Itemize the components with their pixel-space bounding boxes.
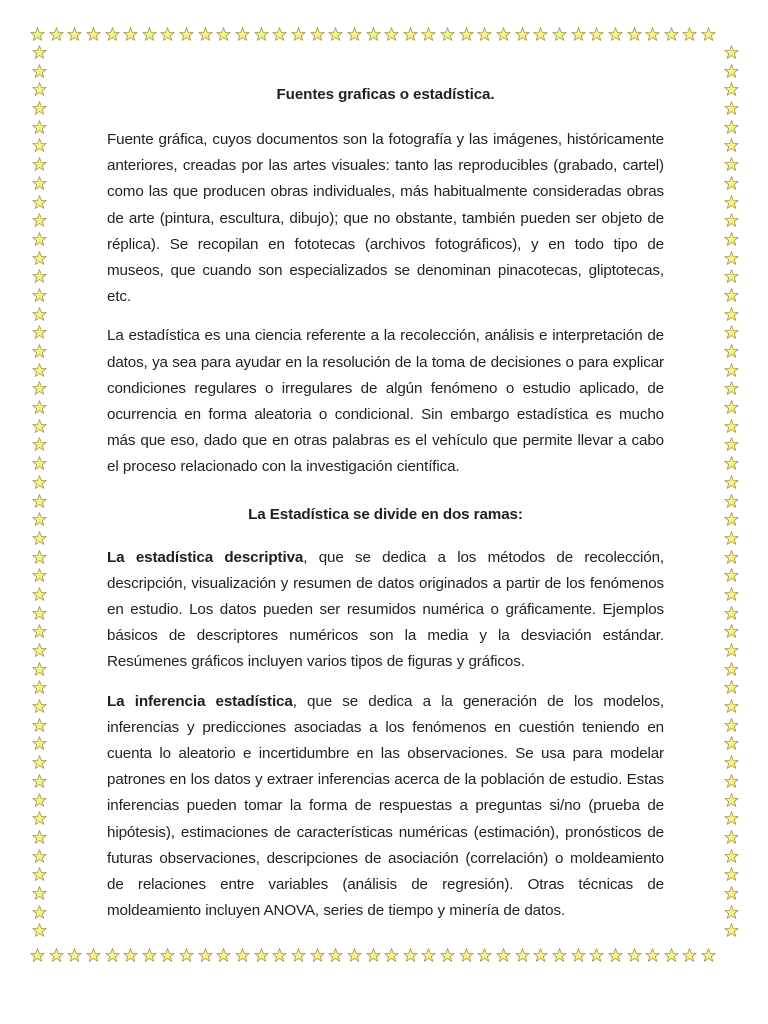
star-icon — [724, 531, 739, 546]
star-icon — [724, 325, 739, 340]
star-icon — [30, 27, 45, 42]
star-icon — [291, 27, 306, 42]
star-icon — [30, 948, 45, 963]
star-icon — [160, 27, 175, 42]
page-border-left — [30, 45, 48, 950]
star-icon — [235, 27, 250, 42]
star-icon — [366, 27, 381, 42]
star-icon — [724, 811, 739, 826]
star-icon — [32, 344, 47, 359]
paragraph-inferencia-estadistica — [107, 689, 664, 925]
star-icon — [384, 948, 399, 963]
star-icon — [724, 213, 739, 228]
star-icon — [32, 923, 47, 938]
star-icon — [254, 27, 269, 42]
star-icon — [724, 101, 739, 116]
star-icon — [32, 849, 47, 864]
star-icon — [571, 27, 586, 42]
star-icon — [291, 948, 306, 963]
star-icon — [32, 437, 47, 452]
star-icon — [682, 27, 697, 42]
star-icon — [32, 531, 47, 546]
star-icon — [724, 830, 739, 845]
star-icon — [496, 948, 511, 963]
star-icon — [310, 948, 325, 963]
star-icon — [49, 27, 64, 42]
star-icon — [179, 27, 194, 42]
star-icon — [515, 27, 530, 42]
page-border-top — [30, 27, 740, 45]
star-icon — [142, 948, 157, 963]
star-icon — [724, 680, 739, 695]
star-icon — [32, 905, 47, 920]
star-icon — [32, 568, 47, 583]
star-icon — [627, 948, 642, 963]
star-icon — [496, 27, 511, 42]
star-icon — [32, 774, 47, 789]
star-icon — [724, 363, 739, 378]
star-icon — [32, 662, 47, 677]
star-icon — [32, 157, 47, 172]
star-icon — [589, 948, 604, 963]
star-icon — [724, 269, 739, 284]
star-icon — [724, 176, 739, 191]
star-icon — [724, 419, 739, 434]
star-icon — [724, 849, 739, 864]
star-icon — [724, 120, 739, 135]
star-icon — [682, 948, 697, 963]
star-icon — [32, 494, 47, 509]
star-icon — [440, 27, 455, 42]
star-icon — [724, 456, 739, 471]
star-icon — [123, 948, 138, 963]
star-icon — [328, 27, 343, 42]
star-icon — [160, 948, 175, 963]
page-title: Fuentes graficas o estadística. — [276, 86, 495, 103]
star-icon — [272, 27, 287, 42]
body-estadistica-descriptiva: , que se dedica a los métodos de recolección, descripción, visualización y resumen de datos originados a partir de los fenómenos en estudio. Los datos pueden ser resumidos numérica o gráficamente. Ejemplos básicos de descriptores numéricos son la media y la desviación estándar. Resúmenes gráficos incluyen varios tipos de figuras y gráficos. — [107, 548, 664, 671]
star-icon — [533, 948, 548, 963]
star-icon — [198, 27, 213, 42]
star-icon — [216, 948, 231, 963]
star-icon — [724, 755, 739, 770]
star-icon — [724, 288, 739, 303]
star-icon — [198, 948, 213, 963]
star-icon — [49, 948, 64, 963]
paragraph-estadistica-descriptiva — [107, 545, 664, 676]
star-icon — [724, 699, 739, 714]
star-icon — [533, 27, 548, 42]
star-icon — [32, 830, 47, 845]
star-icon — [724, 138, 739, 153]
paragraph-fuente-grafica: Fuente gráfica, cuyos documentos son la fotografía y las imágenes, históricamente anteriores, creadas por las artes visuales: tanto las reproducibles (grabado, cartel) como las que producen obras individuales, más habitualmente consideradas obras de arte (pintura, escultura, dibujo); que no obstante, también pueden ser objeto de réplica). Se recopilan en fototecas (archivos fotográficos), y en todo tipo de museos, que cuando son especializados se denominan pinacotecas, gliptotecas, etc. — [107, 131, 664, 306]
star-icon — [32, 550, 47, 565]
star-icon — [235, 948, 250, 963]
star-icon — [645, 948, 660, 963]
star-icon — [32, 251, 47, 266]
star-icon — [32, 288, 47, 303]
star-icon — [32, 886, 47, 901]
star-icon — [32, 120, 47, 135]
star-icon — [724, 550, 739, 565]
section-heading-dos-ramas: La Estadística se divide en dos ramas: — [248, 505, 523, 523]
star-icon — [32, 232, 47, 247]
star-icon — [724, 45, 739, 60]
star-icon — [216, 27, 231, 42]
star-icon — [724, 662, 739, 677]
star-icon — [32, 82, 47, 97]
star-icon — [515, 948, 530, 963]
star-icon — [701, 948, 716, 963]
lead-in-estadistica-descriptiva: La estadística descriptiva — [107, 548, 304, 566]
star-icon — [179, 948, 194, 963]
star-icon — [32, 867, 47, 882]
star-icon — [724, 437, 739, 452]
star-icon — [32, 381, 47, 396]
star-icon — [664, 27, 679, 42]
star-icon — [459, 27, 474, 42]
star-icon — [552, 948, 567, 963]
star-icon — [724, 923, 739, 938]
star-icon — [32, 755, 47, 770]
star-icon — [724, 475, 739, 490]
star-icon — [32, 307, 47, 322]
star-icon — [310, 27, 325, 42]
star-icon — [142, 27, 157, 42]
star-icon — [724, 381, 739, 396]
star-icon — [403, 27, 418, 42]
star-icon — [552, 27, 567, 42]
star-icon — [32, 793, 47, 808]
star-icon — [724, 736, 739, 751]
star-icon — [724, 718, 739, 733]
star-icon — [724, 494, 739, 509]
star-icon — [67, 27, 82, 42]
body-inferencia-estadistica: , que se dedica a la generación de los modelos, inferencias y predicciones asociadas a los fenómenos en cuestión teniendo en cuenta lo aleatorio e incertidumbre en las observaciones. Se usa para modelar patrones en los datos y extraer inferencias acerca de la población de estudio. Estas inferencias pueden tomar la forma de respuestas a preguntas si/no (prueba de hipótesis), estimaciones de características numéricas (estimación), pronósticos de futuras observaciones, descripciones de asociación (correlación) o moldeamiento de relaciones entre variables (análisis de regresión). Otras técnicas de moldeamiento incluyen ANOVA, series de tiempo y minería de datos. — [107, 692, 664, 920]
star-icon — [32, 456, 47, 471]
star-icon — [123, 27, 138, 42]
star-icon — [32, 718, 47, 733]
star-icon — [724, 307, 739, 322]
star-icon — [627, 27, 642, 42]
star-icon — [608, 948, 623, 963]
page-border-right — [722, 45, 740, 950]
star-icon — [477, 27, 492, 42]
star-icon — [724, 344, 739, 359]
star-icon — [440, 948, 455, 963]
star-icon — [328, 948, 343, 963]
star-icon — [254, 948, 269, 963]
star-icon — [724, 157, 739, 172]
star-icon — [67, 948, 82, 963]
star-icon — [32, 45, 47, 60]
star-icon — [32, 736, 47, 751]
star-icon — [724, 195, 739, 210]
star-icon — [32, 606, 47, 621]
star-icon — [32, 325, 47, 340]
star-icon — [589, 27, 604, 42]
star-icon — [403, 948, 418, 963]
star-icon — [32, 643, 47, 658]
star-icon — [272, 948, 287, 963]
star-icon — [32, 587, 47, 602]
star-icon — [32, 363, 47, 378]
star-icon — [724, 512, 739, 527]
star-icon — [421, 27, 436, 42]
star-icon — [645, 27, 660, 42]
star-icon — [724, 624, 739, 639]
star-icon — [347, 948, 362, 963]
star-column-left — [30, 45, 48, 942]
star-icon — [724, 587, 739, 602]
star-icon — [724, 774, 739, 789]
star-icon — [347, 27, 362, 42]
star-icon — [86, 27, 101, 42]
star-row-bottom — [30, 948, 740, 963]
star-icon — [32, 699, 47, 714]
star-icon — [571, 948, 586, 963]
page-border-bottom — [30, 948, 740, 966]
star-icon — [724, 232, 739, 247]
document-body — [107, 84, 664, 924]
lead-in-inferencia-estadistica: La inferencia estadística — [107, 692, 293, 710]
star-icon — [724, 606, 739, 621]
star-icon — [477, 948, 492, 963]
star-icon — [724, 886, 739, 901]
star-column-right — [722, 45, 740, 942]
star-icon — [32, 512, 47, 527]
star-icon — [32, 400, 47, 415]
star-icon — [384, 27, 399, 42]
star-icon — [32, 419, 47, 434]
star-icon — [724, 793, 739, 808]
star-icon — [459, 948, 474, 963]
star-icon — [32, 624, 47, 639]
star-icon — [724, 905, 739, 920]
star-icon — [32, 475, 47, 490]
star-icon — [32, 176, 47, 191]
star-icon — [724, 251, 739, 266]
star-icon — [32, 680, 47, 695]
star-icon — [724, 867, 739, 882]
star-icon — [105, 27, 120, 42]
star-icon — [32, 64, 47, 79]
star-row-top — [30, 27, 740, 42]
star-icon — [724, 64, 739, 79]
star-icon — [105, 948, 120, 963]
star-icon — [32, 811, 47, 826]
star-icon — [86, 948, 101, 963]
star-icon — [724, 82, 739, 97]
star-icon — [32, 101, 47, 116]
star-icon — [664, 948, 679, 963]
star-icon — [724, 400, 739, 415]
star-icon — [421, 948, 436, 963]
star-icon — [32, 269, 47, 284]
star-icon — [366, 948, 381, 963]
star-icon — [32, 195, 47, 210]
star-icon — [608, 27, 623, 42]
star-icon — [724, 643, 739, 658]
paragraph-la-estadistica: La estadística es una ciencia referente a la recolección, análisis e interpretación de datos, ya sea para ayudar en la resolución de la toma de decisiones o para explicar condiciones regulares o irregulares de algún fenómeno o estudio aplicado, de ocurrencia en forma aleatoria o condicional. Sin embargo estadística es mucho más que eso, dado que en otras palabras es el vehículo que permite llevar a cabo el proceso relacionado con la investigación científica. — [107, 327, 664, 476]
star-icon — [32, 138, 47, 153]
star-icon — [32, 213, 47, 228]
star-icon — [724, 568, 739, 583]
star-icon — [701, 27, 716, 42]
